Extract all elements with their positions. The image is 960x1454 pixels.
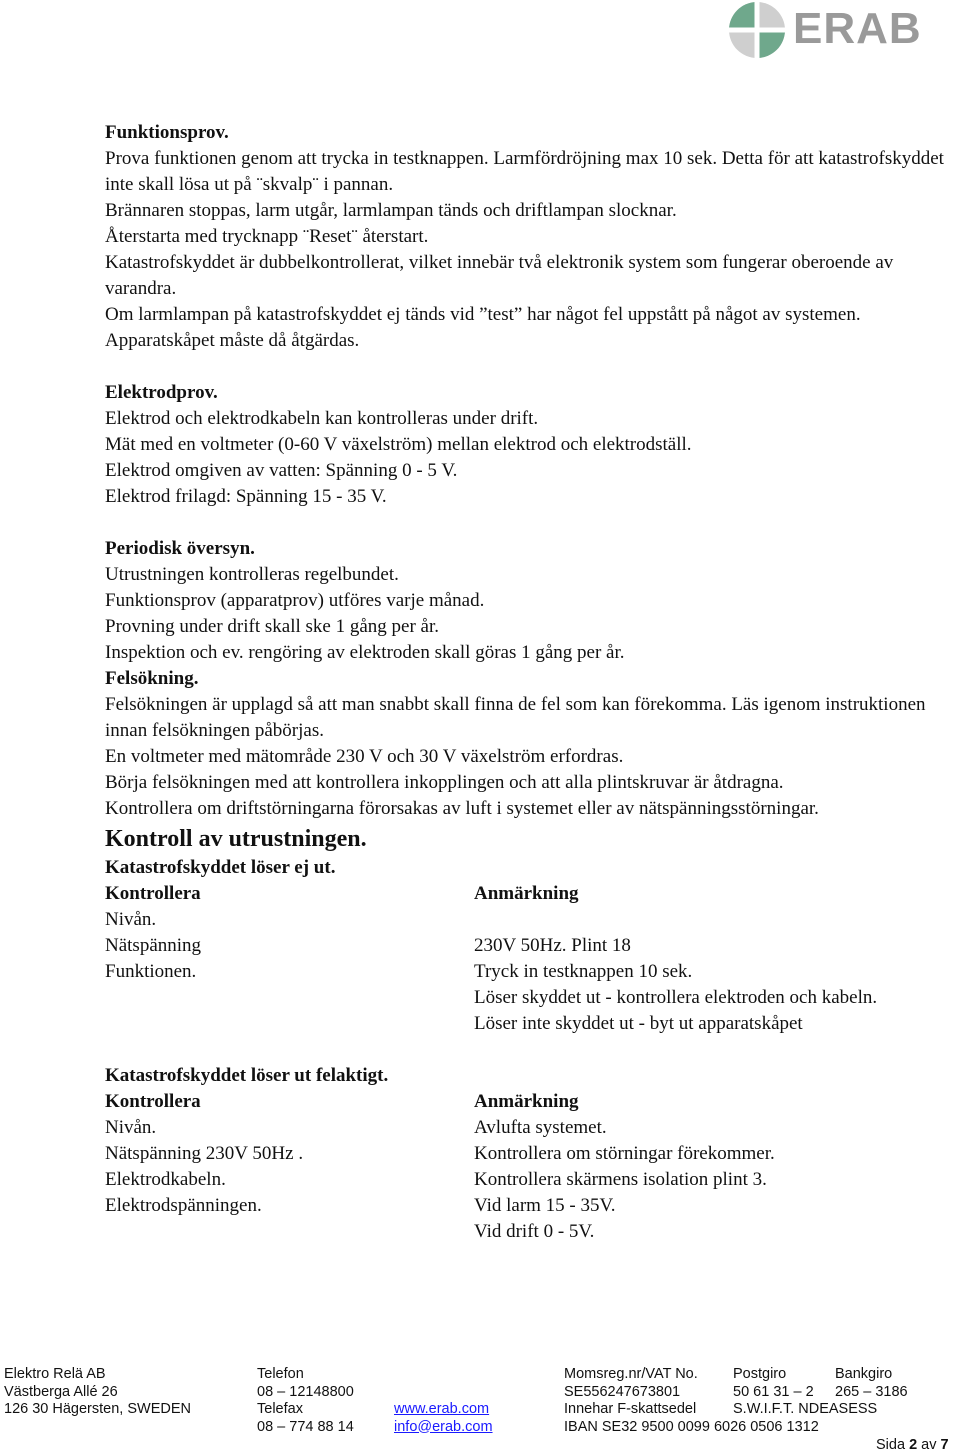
column-header-anmarkning: Anmärkning [474, 1091, 579, 1112]
table-row [105, 1167, 955, 1193]
paragraph: Funktionsprov (apparatprov) utföres varje månad. [105, 590, 485, 611]
spacer [105, 1037, 955, 1063]
section-funktionsprov [105, 120, 955, 354]
paragraph: Brännaren stoppas, larm utgår, larmlampan tänds och driftlampan slocknar. [105, 200, 677, 221]
table-cell-check: Nätspänning [105, 935, 202, 956]
table-header-row [105, 1089, 955, 1115]
page-current: 2 [909, 1437, 918, 1453]
spacer [105, 354, 955, 380]
iban: IBAN SE32 9500 0099 6026 0506 1312 [564, 1418, 819, 1435]
paragraph: Utrustningen kontrolleras regelbundet. [105, 564, 399, 585]
postgiro-label: Postgiro [733, 1366, 787, 1382]
table-header-row [105, 881, 955, 907]
section-heading: Elektrodprov. [105, 382, 218, 403]
table-row [105, 1011, 955, 1037]
vat-number: SE556247673801 [564, 1383, 681, 1400]
paragraph: Återstarta med trycknapp ¨Reset¨ återstart. [105, 226, 429, 247]
table-cell-check: Funktionen. [105, 961, 197, 982]
paragraph: Om larmlampan på katastrofskyddet ej tänds vid ”test” har något fel uppstått på något av systemen. [105, 304, 861, 325]
paragraph: Elektrod och elektrodkabeln kan kontrolleras under drift. [105, 408, 539, 429]
paragraph: Elektrod frilagd: Spänning 15 - 35 V. [105, 486, 387, 507]
table-row [105, 907, 955, 933]
table-cell-note: Kontrollera skärmens isolation plint 3. [474, 1169, 767, 1190]
table-row [105, 933, 955, 959]
footer-web [394, 1401, 493, 1436]
paragraph: Mät med en voltmeter (0-60 V växelström) mellan elektrod och elektrodställ. [105, 434, 692, 455]
column-header-kontrollera: Kontrollera [105, 1091, 201, 1112]
table-cell-note: Löser skyddet ut - kontrollera elektroden och kabeln. [474, 987, 878, 1008]
table-cell-check: Nivån. [105, 909, 157, 930]
paragraph: Inspektion och ev. rengöring av elektroden skall göras 1 gång per år. [105, 642, 625, 663]
table-title: Katastrofskyddet löser ej ut. [105, 857, 336, 878]
column-header-anmarkning: Anmärkning [474, 883, 579, 904]
table-row [105, 1141, 955, 1167]
page-number [876, 1437, 949, 1454]
website-link[interactable]: www.erab.com [394, 1401, 490, 1417]
fax-number: 08 – 774 88 14 [257, 1418, 354, 1435]
page-total: 7 [940, 1437, 949, 1453]
postgiro-number: 50 61 31 – 2 [733, 1383, 814, 1400]
table-cell-check: Nivån. [105, 1117, 157, 1138]
table-cell-check [105, 1219, 474, 1245]
tax-note: Innehar F-skattsedel [564, 1401, 697, 1417]
paragraph: Katastrofskyddet är dubbelkontrollerat, vilket innebär två elektronik system som fungerar oberoende av varandra. [105, 252, 894, 299]
phone-number: 08 – 12148800 [257, 1383, 354, 1400]
table-row [105, 985, 955, 1011]
section-elektrodprov [105, 380, 955, 510]
table-cell-note: 230V 50Hz. Plint 18 [474, 935, 631, 956]
page-prefix: Sida [876, 1437, 906, 1453]
troubleshoot-table-false-tripping [105, 1063, 955, 1245]
erab-logo-text: ERAB [793, 4, 922, 53]
footer-company [4, 1366, 191, 1419]
section-felsokning [105, 666, 955, 822]
table-cell-note: Tryck in testknappen 10 sek. [474, 961, 693, 982]
section-heading: Periodisk översyn. [105, 538, 255, 559]
table-cell-note: Kontrollera om störningar förekommer. [474, 1143, 775, 1164]
email-link[interactable]: info@erab.com [394, 1418, 493, 1435]
section-kontroll [105, 823, 955, 1245]
section-periodisk-oversyn [105, 536, 955, 666]
company-city: 126 30 Hägersten, SWEDEN [4, 1401, 191, 1417]
table-cell-note: Avlufta systemet. [474, 1117, 607, 1138]
table-cell-note: Vid drift 0 - 5V. [474, 1221, 595, 1242]
spacer [105, 510, 955, 536]
column-header-kontrollera: Kontrollera [105, 883, 201, 904]
section-title: Kontroll av utrustningen. [105, 826, 367, 852]
erab-logo-mark-icon [727, 0, 787, 60]
phone-label: Telefon [257, 1366, 304, 1382]
table-row [105, 1193, 955, 1219]
table-cell-check: Elektrodkabeln. [105, 1169, 226, 1190]
section-heading: Felsökning. [105, 668, 199, 689]
paragraph: Prova funktionen genom att trycka in testknappen. Larmfördröjning max 10 sek. Detta för att katastrofskyddet inte skall lösa ut på ¨skvalp¨ i pannan. [105, 148, 944, 195]
company-name: Elektro Relä AB [4, 1366, 106, 1382]
fax-label: Telefax [257, 1401, 303, 1417]
table-cell-check [105, 1011, 474, 1037]
vat-label: Momsreg.nr/VAT No. [564, 1366, 698, 1382]
table-cell-note [474, 907, 955, 933]
page-of: av [921, 1437, 937, 1453]
paragraph: Apparatskåpet måste då åtgärdas. [105, 330, 360, 351]
footer-phone [257, 1366, 354, 1436]
paragraph: Elektrod omgiven av vatten: Spänning 0 - 5 V. [105, 460, 458, 481]
company-street: Västberga Allé 26 [4, 1383, 118, 1400]
table-title: Katastrofskyddet löser ut felaktigt. [105, 1065, 389, 1086]
paragraph: Kontrollera om driftstörningarna förorsakas av luft i systemet eller av nätspänningsstörningar. [105, 798, 819, 819]
table-row [105, 1219, 955, 1245]
paragraph: En voltmeter med mätområde 230 V och 30 V växelström erfordras. [105, 746, 624, 767]
table-row [105, 1115, 955, 1141]
troubleshoot-table-not-tripping [105, 855, 955, 1037]
document-body [105, 120, 955, 1245]
footer-bankgiro [835, 1366, 908, 1401]
bankgiro-label: Bankgiro [835, 1366, 893, 1382]
bankgiro-number: 265 – 3186 [835, 1383, 908, 1400]
table-cell-check: Nätspänning 230V 50Hz . [105, 1143, 304, 1164]
table-cell-note: Vid larm 15 - 35V. [474, 1195, 616, 1216]
table-cell-check [105, 985, 474, 1011]
table-cell-note: Löser inte skyddet ut - byt ut apparatskåpet [474, 1013, 803, 1034]
swift-code: S.W.I.F.T. NDEASESS [733, 1401, 878, 1417]
paragraph: Börja felsökningen med att kontrollera inkopplingen och att alla plintskruvar är åtdragna. [105, 772, 784, 793]
table-cell-check: Elektrodspänningen. [105, 1195, 262, 1216]
paragraph: Provning under drift skall ske 1 gång per år. [105, 616, 440, 637]
paragraph: Felsökningen är upplagd så att man snabbt skall finna de fel som kan förekomma. Läs igenom instruktionen innan felsökningen påbörjas. [105, 694, 926, 741]
erab-logo [727, 0, 960, 68]
table-row [105, 959, 955, 985]
section-heading: Funktionsprov. [105, 122, 229, 143]
